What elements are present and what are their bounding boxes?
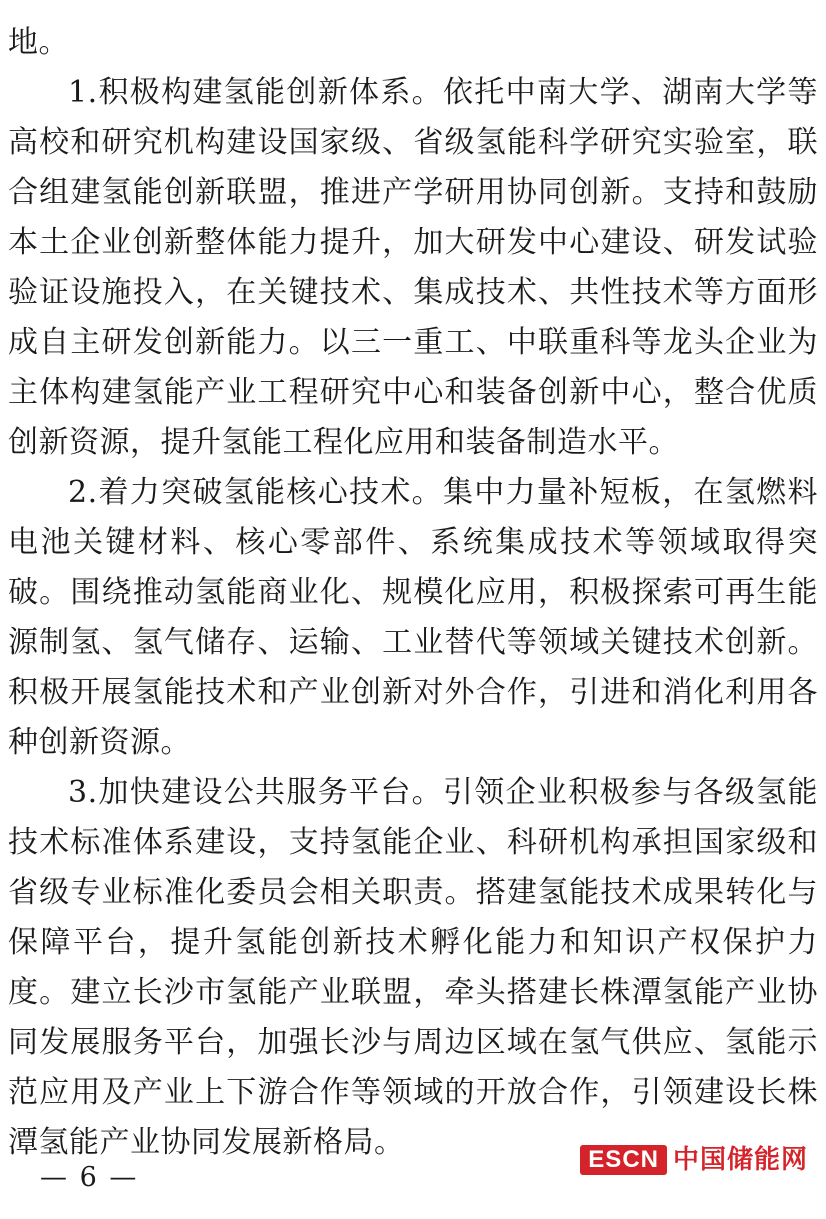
watermark-badge: ESCN	[580, 1145, 667, 1175]
paragraph-item-1: 1.积极构建氢能创新体系。依托中南大学、湖南大学等高校和研究机构建设国家级、省级氢能科学研究实验室，联合组建氢能创新联盟，推进产学研用协同创新。支持和鼓励本土企业创新整体能力提升，加大研发中心建设、研发试验验证设施投入，在关键技术、集成技术、共性技术等方面形成自主研发创新能力。以三一重工、中联重科等龙头企业为主体构建氢能产业工程研究中心和装备创新中心，整合优质创新资源，提升氢能工程化应用和装备制造水平。	[8, 75, 818, 460]
document-body	[8, 18, 818, 1168]
watermark	[580, 1145, 808, 1175]
paragraph-item-2: 2.着力突破氢能核心技术。集中力量补短板，在氢燃料电池关键材料、核心零部件、系统集成技术等领域取得突破。围绕推动氢能商业化、规模化应用，积极探索可再生能源制氢、氢气储存、运输、工业替代等领域关键技术创新。积极开展氢能技术和产业创新对外合作，引进和消化利用各种创新资源。	[8, 475, 818, 760]
page-footer	[0, 1145, 826, 1205]
watermark-text: 中国储能网	[672, 1144, 808, 1175]
paragraph-item-3: 3.加快建设公共服务平台。引领企业积极参与各级氢能技术标准体系建设，支持氢能企业、科研机构承担国家级和省级专业标准化委员会相关职责。搭建氢能技术成果转化与保障平台，提升氢能创新技术孵化能力和知识产权保护力度。建立长沙市氢能产业联盟，牵头搭建长株潭氢能产业协同发展服务平台，加强长沙与周边区域在氢气供应、氢能示范应用及产业上下游合作等领域的开放合作，引领建设长株潭氢能产业协同发展新格局。	[8, 775, 818, 1160]
paragraph-continued: 地。	[8, 25, 69, 60]
page-number: — 6 —	[40, 1162, 139, 1193]
